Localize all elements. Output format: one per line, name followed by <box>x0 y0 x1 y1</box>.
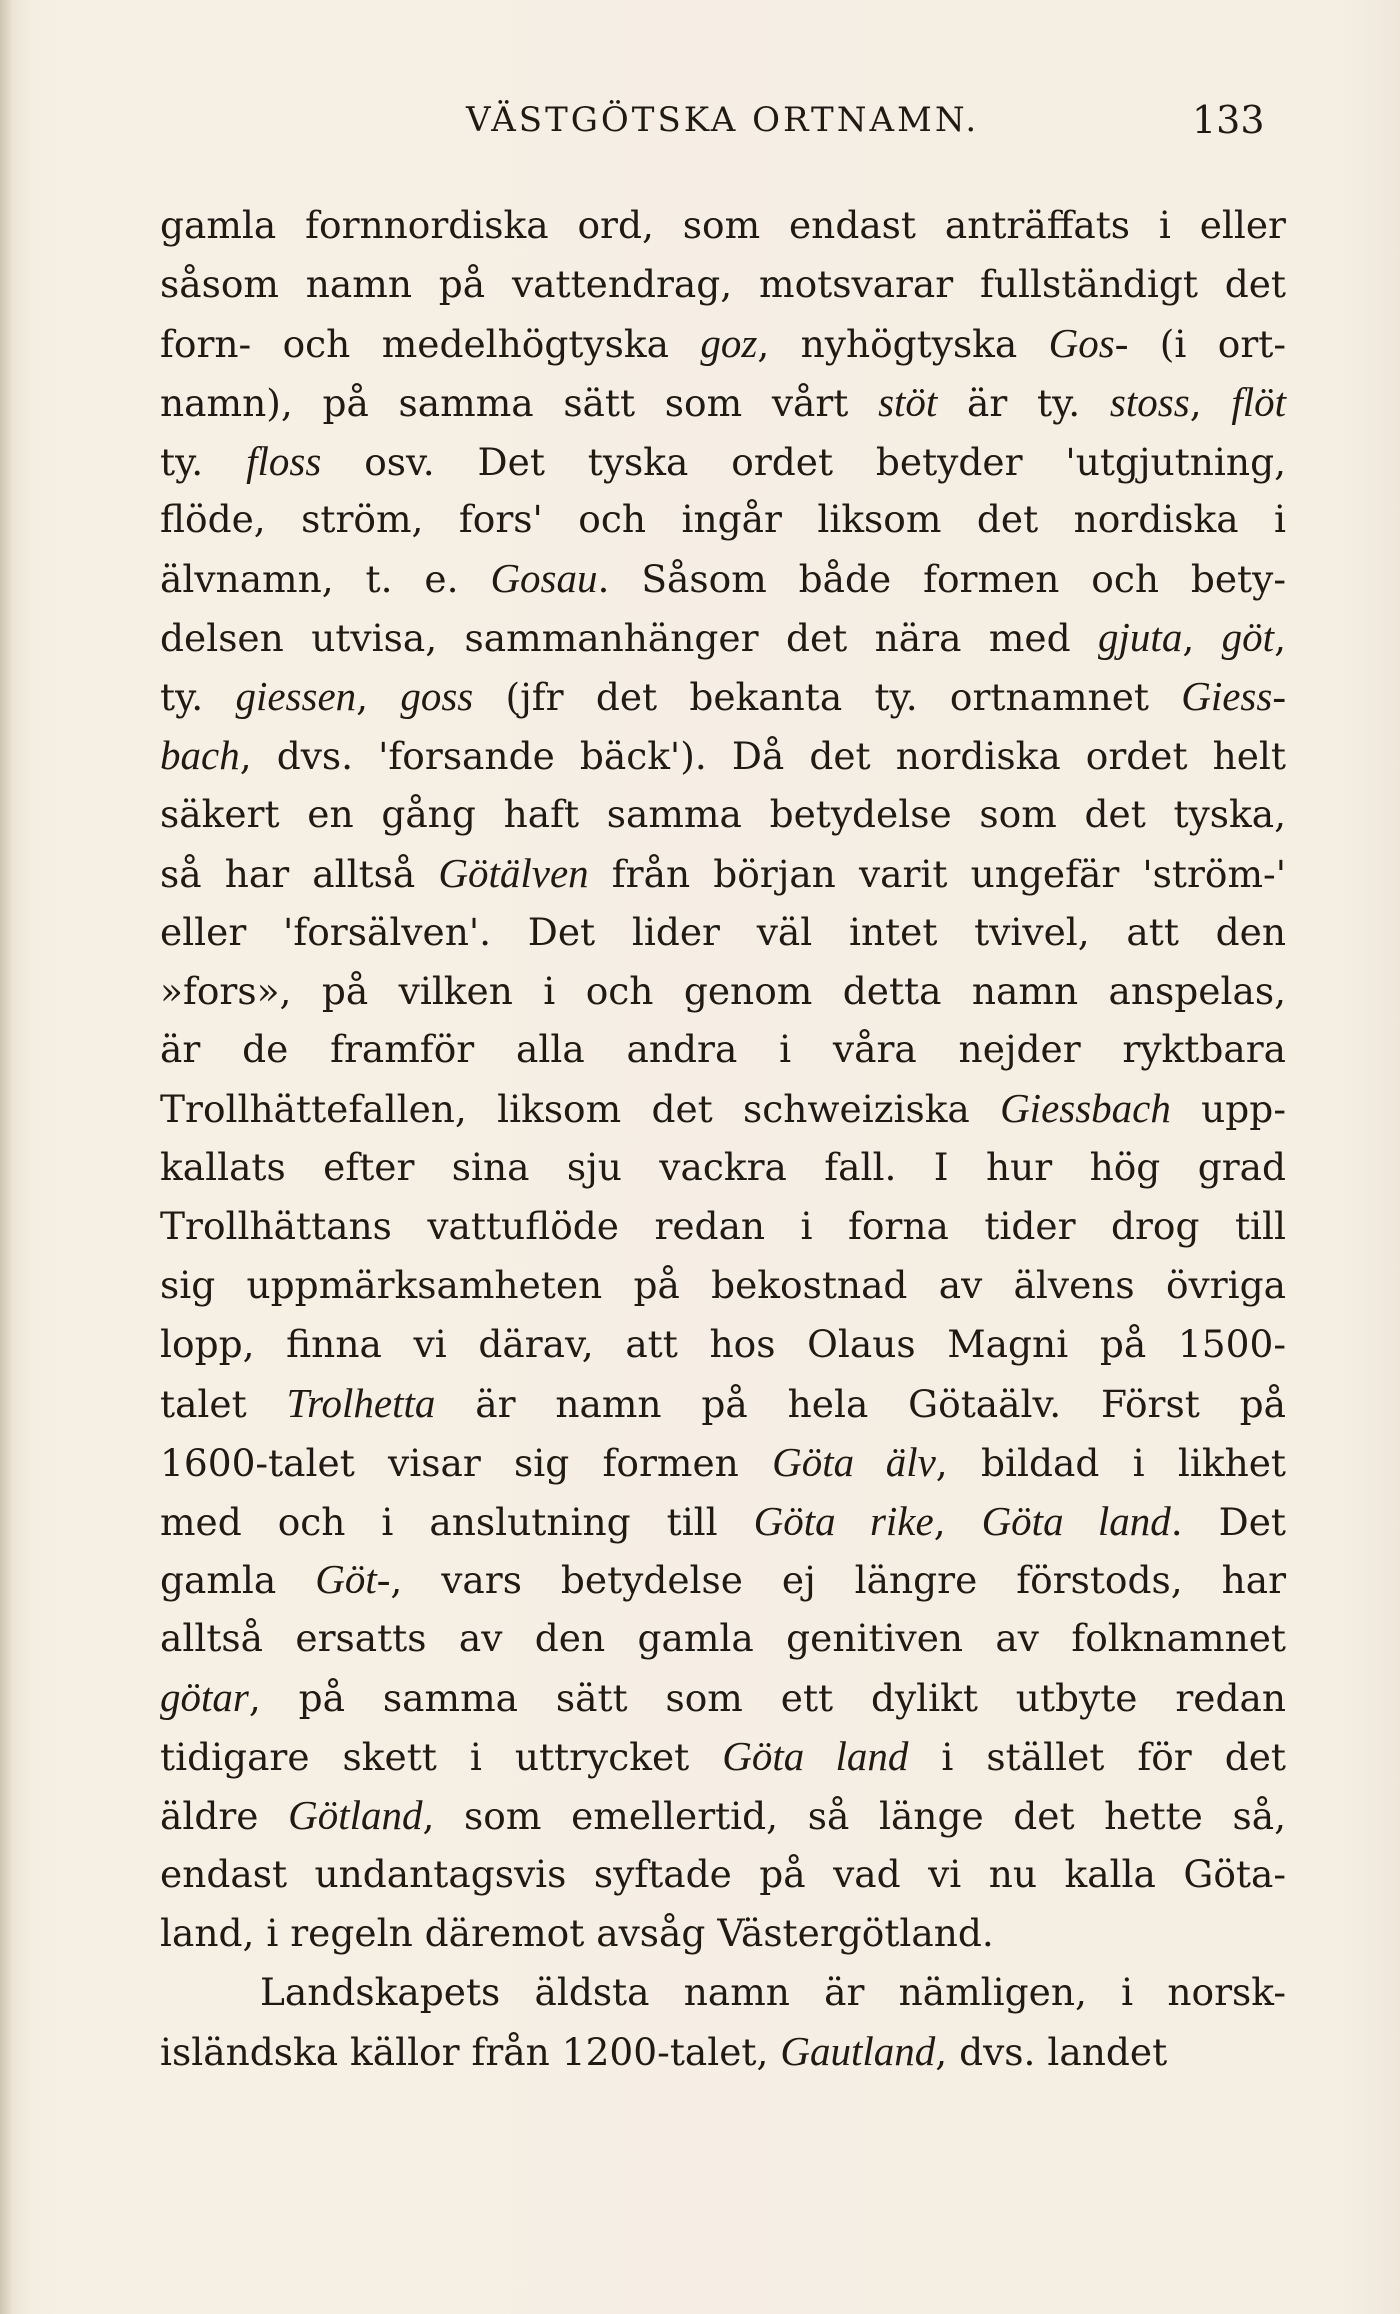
text-line <box>160 903 1286 962</box>
text-run: , bildad i likhet <box>935 1440 1286 1485</box>
text-line <box>160 844 1286 903</box>
italic-term: gjuta <box>1098 614 1183 661</box>
text-run: gamla <box>160 1558 316 1603</box>
text-run: , dvs. 'forsande bäck'). Då det nordiska ordet helt <box>239 734 1286 779</box>
text-run: är namn på hela Götaälv. Först på <box>435 1381 1286 1426</box>
text-run: , <box>933 1499 982 1544</box>
text-run: med och i anslutning till <box>160 1499 754 1544</box>
italic-term: stoss <box>1109 378 1190 425</box>
text-line <box>160 1668 1286 1727</box>
italic-term: göt <box>1221 614 1275 661</box>
text-line <box>160 1609 1286 1668</box>
text-run: lopp, finna vi därav, att hos Olaus Magni på 1500- <box>160 1321 1286 1366</box>
text-run: 1600-talet visar sig formen <box>160 1440 773 1485</box>
text-line <box>160 1020 1286 1079</box>
text-run: alltså ersatts av den gamla genitiven av folknamnet <box>160 1616 1286 1661</box>
text-run: eller 'forsälven'. Det lider väl intet tvivel, att den <box>160 909 1286 954</box>
text-run: namn), på samma sätt som vårt <box>160 380 879 425</box>
text-run: äldre <box>160 1794 289 1839</box>
text-run: osv. Det tyska ordet betyder 'utgjutning, <box>321 439 1286 484</box>
text-run: gamla fornnordiska ord, som endast anträffats i eller <box>160 203 1286 247</box>
page-number: 133 <box>1192 98 1265 142</box>
text-run: sig uppmärksamheten på bekostnad av älvens övriga <box>160 1263 1286 1308</box>
text-run: ty. <box>160 675 236 720</box>
text-run: endast undantagsvis syftade på vad vi nu kalla Göta- <box>160 1851 1286 1896</box>
italic-term: goz <box>700 319 758 366</box>
text-line <box>160 314 1286 373</box>
text-run: Trollhättans vattuflöde redan i forna tider drog till <box>160 1204 1286 1249</box>
text-line <box>160 1374 1286 1433</box>
text-run: land, i regeln däremot avsåg Västergötland. <box>160 1910 994 1955</box>
italic-term: stöt <box>878 378 938 425</box>
text-line <box>160 1845 1286 1904</box>
text-line <box>160 1550 1286 1609</box>
text-run: upp- <box>1170 1087 1286 1132</box>
text-run: säkert en gång haft samma betydelse som det tyska, <box>160 791 1286 836</box>
italic-term: götar <box>160 1674 249 1721</box>
body-text <box>160 196 1286 2081</box>
text-run: . Det <box>1170 1499 1286 1544</box>
text-run: , <box>356 675 401 720</box>
text-run: tidigare skett i uttrycket <box>160 1735 723 1780</box>
text-line <box>160 1138 1286 1197</box>
text-line <box>160 432 1286 491</box>
text-run: flöde, ström, fors' och ingår liksom det nordiska i <box>160 497 1286 542</box>
italic-term: goss <box>400 673 474 720</box>
text-run: isländska källor från 1200-talet, <box>160 2029 781 2074</box>
text-line <box>160 1963 1286 2022</box>
text-line <box>160 1492 1286 1551</box>
text-line <box>160 255 1286 314</box>
text-run: . Såsom både formen och bety- <box>597 557 1286 602</box>
italic-term: Göt- <box>315 1556 391 1603</box>
italic-term: giessen <box>235 673 357 720</box>
text-line <box>160 1256 1286 1315</box>
text-line <box>160 608 1286 667</box>
text-line <box>160 373 1286 432</box>
text-run: , <box>1189 380 1232 425</box>
page-header <box>0 92 1400 152</box>
page-gutter-edge <box>0 0 14 2314</box>
text-line <box>160 726 1286 785</box>
text-line <box>160 1727 1286 1786</box>
text-run: , <box>1182 616 1222 661</box>
text-run: , <box>1274 616 1286 661</box>
italic-term: Göta land <box>981 1497 1171 1544</box>
italic-term: bach <box>160 732 240 779</box>
text-run: är ty. <box>937 380 1110 425</box>
text-line <box>160 196 1286 255</box>
text-run: kallats efter sina sju vackra fall. I hur hög grad <box>160 1145 1286 1190</box>
text-run: forn- och medelhögtyska <box>160 321 701 366</box>
text-run: delsen utvisa, sammanhänger det nära med <box>160 616 1099 661</box>
text-line <box>160 785 1286 844</box>
text-line <box>160 1315 1286 1374</box>
text-line <box>160 962 1286 1021</box>
text-line <box>160 1904 1286 1963</box>
text-line <box>160 1786 1286 1845</box>
text-line <box>160 2022 1286 2081</box>
text-run: så har alltså <box>160 851 439 896</box>
text-run: (jfr det bekanta ty. ortnamnet <box>473 675 1182 720</box>
text-run: Trollhättefallen, liksom det schweiziska <box>160 1087 1001 1132</box>
italic-term: Gosau <box>490 555 598 602</box>
italic-term: Göta land <box>722 1733 909 1780</box>
text-line <box>160 549 1286 608</box>
text-line <box>160 1433 1286 1492</box>
italic-term: flöt <box>1231 378 1286 425</box>
italic-term: Trolhetta <box>286 1379 436 1426</box>
italic-term: Giessbach <box>1000 1085 1171 1132</box>
text-line <box>160 1197 1286 1256</box>
running-title: VÄSTGÖTSKA ORTNAMN. <box>466 100 980 140</box>
text-run: , på samma sätt som ett dylikt utbyte redan <box>248 1676 1286 1721</box>
text-run: ty. <box>160 439 247 484</box>
text-run: , nyhögtyska <box>757 321 1049 366</box>
text-run: (i ort- <box>1128 321 1287 366</box>
italic-term: Götälven <box>438 849 589 896</box>
text-run: älvnamn, t. e. <box>160 557 491 602</box>
italic-term: Gautland <box>780 2027 936 2074</box>
italic-term: floss <box>246 437 322 484</box>
text-run: i stället för det <box>908 1735 1286 1780</box>
text-run: , vars betydelse ej längre förstods, har <box>390 1558 1286 1603</box>
italic-term: Götland <box>288 1792 423 1839</box>
text-line <box>160 1079 1286 1138</box>
text-run: , som emellertid, så länge det hette så, <box>422 1794 1286 1839</box>
text-run: såsom namn på vattendrag, motsvarar fullständigt det <box>160 261 1286 306</box>
text-run: »fors», på vilken i och genom detta namn anspelas, <box>160 968 1286 1013</box>
italic-term: Gos- <box>1048 319 1129 366</box>
text-run: talet <box>160 1381 287 1426</box>
text-run: Landskapets äldsta namn är nämligen, i norsk- <box>260 1969 1286 2014</box>
italic-term: Giess- <box>1181 673 1286 720</box>
text-run: från början varit ungefär 'ström-' <box>588 851 1287 896</box>
text-run: är de framför alla andra i våra nejder ryktbara <box>160 1027 1286 1072</box>
text-line <box>160 490 1286 549</box>
italic-term: Göta rike <box>753 1497 934 1544</box>
text-line <box>160 667 1286 726</box>
text-run: , dvs. landet <box>935 2029 1168 2074</box>
italic-term: Göta älv <box>772 1438 936 1485</box>
